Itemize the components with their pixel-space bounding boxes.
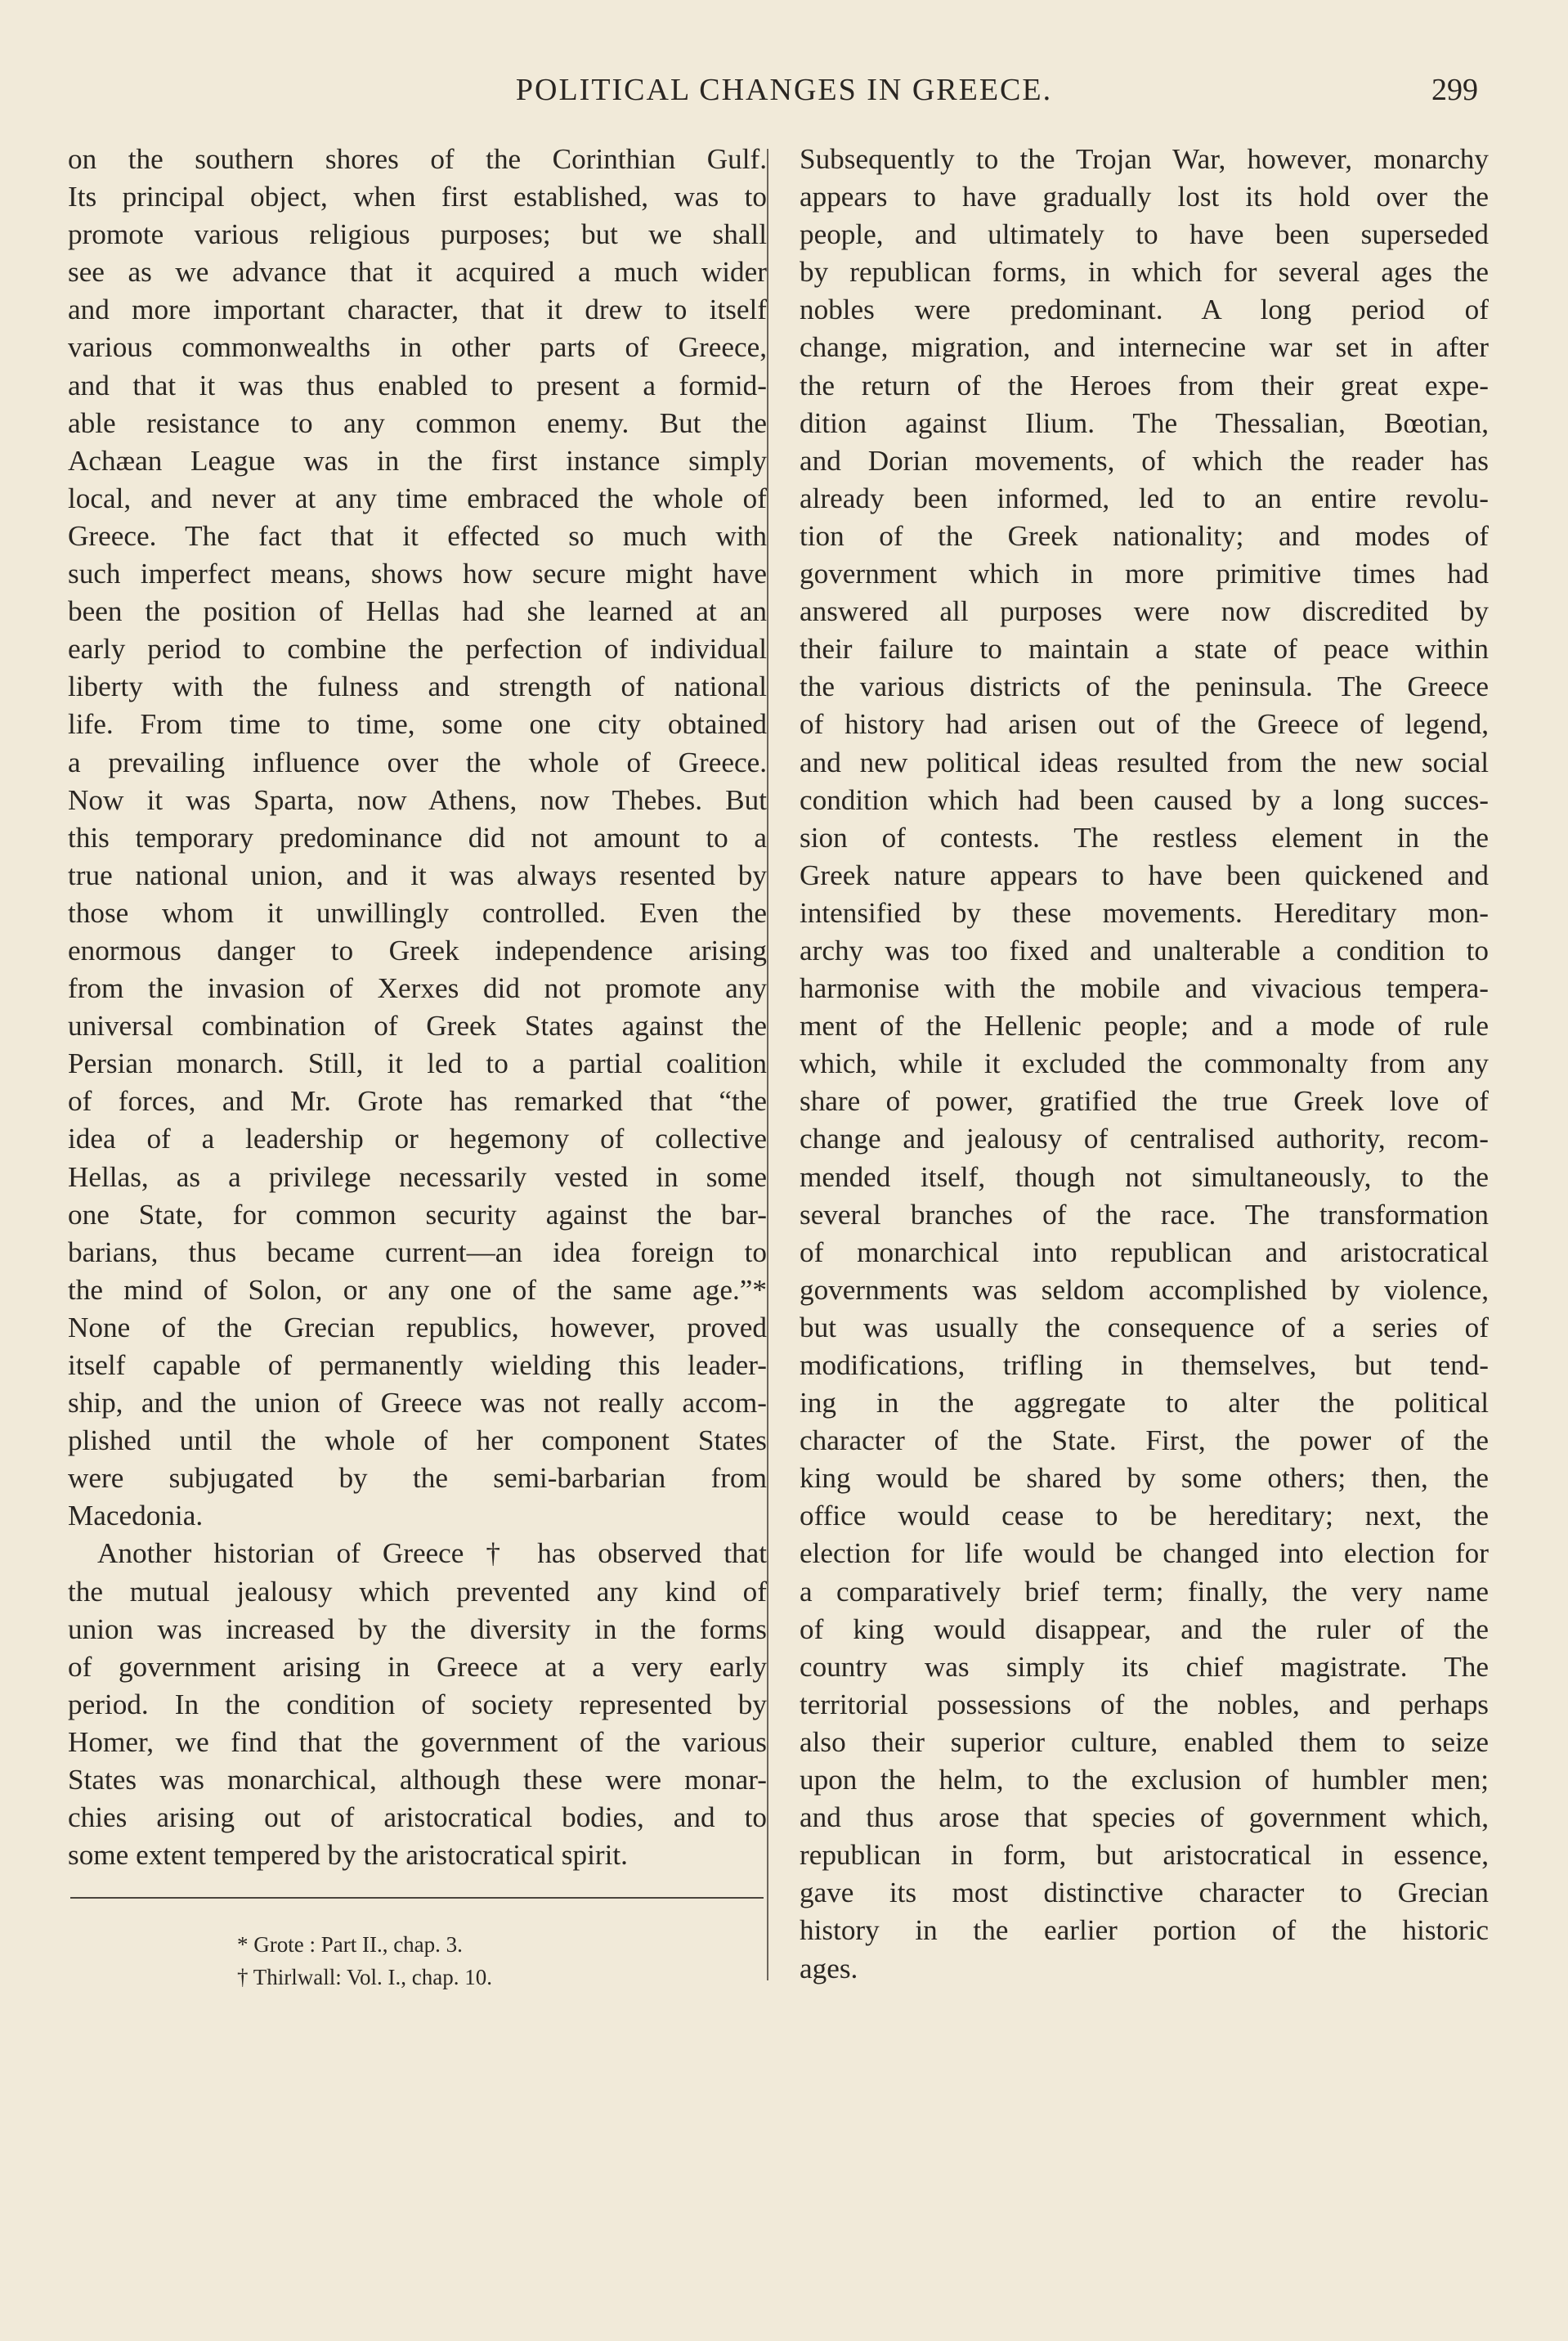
text-line: Subsequently to the Trojan War, however, monarchy xyxy=(800,143,1489,175)
text-line: king would be shared by some others; then, the xyxy=(800,1462,1489,1495)
text-line: the mind of Solon, or any one of the same age.”* xyxy=(68,1273,767,1306)
text-line: republican in form, but aristocratical in essence, xyxy=(800,1839,1489,1872)
text-line: people, and ultimately to have been superseded xyxy=(800,218,1489,251)
text-line: Now it was Sparta, now Athens, now Thebes. But xyxy=(68,783,767,816)
text-line: tion of the Greek nationality; and modes of xyxy=(800,519,1489,552)
text-line: but was usually the consequence of a series of xyxy=(800,1311,1489,1343)
text-line: territorial possessions of the nobles, and perhaps xyxy=(800,1688,1489,1720)
text-line: life. From time to time, some one city obtained xyxy=(68,708,767,741)
text-line: were subjugated by the semi-barbarian from xyxy=(68,1462,767,1495)
text-line: and that it was thus enabled to present a formid- xyxy=(68,369,767,401)
text-line: archy was too fixed and unalterable a condition to xyxy=(800,934,1489,966)
column-divider xyxy=(767,149,768,1980)
text-line: idea of a leadership or hegemony of collective xyxy=(68,1123,767,1155)
text-line: which, while it excluded the commonalty from any xyxy=(800,1047,1489,1080)
paragraph xyxy=(68,141,767,1535)
text-line: been the position of Hellas had she learned at an xyxy=(68,595,767,628)
text-line: election for life would be changed into election for xyxy=(800,1537,1489,1570)
text-line: dition against Ilium. The Thessalian, Bœotian, xyxy=(800,406,1489,439)
text-line: enormous danger to Greek independence arising xyxy=(68,934,767,966)
text-line: intensified by these movements. Hereditary mon- xyxy=(800,896,1489,929)
text-line: ing in the aggregate to alter the political xyxy=(800,1387,1489,1419)
text-line: liberty with the fulness and strength of national xyxy=(68,670,767,703)
right-column xyxy=(800,141,1489,1988)
text-line: change and jealousy of centralised authority, recom- xyxy=(800,1123,1489,1155)
text-line: character of the State. First, the power of the xyxy=(800,1424,1489,1457)
running-title: POLITICAL CHANGES IN GREECE. xyxy=(515,73,1053,107)
text-line: also their superior culture, enabled them to seize xyxy=(800,1725,1489,1758)
paragraph xyxy=(800,141,1489,1988)
text-line: the various districts of the peninsula. The Greece xyxy=(800,670,1489,703)
text-line: barians, thus became current—an idea foreign to xyxy=(68,1236,767,1268)
text-line: governments was seldom accomplished by violence, xyxy=(800,1273,1489,1306)
text-line: several branches of the race. The transformation xyxy=(800,1198,1489,1231)
text-line: itself capable of permanently wielding this leader- xyxy=(68,1349,767,1381)
text-line: able resistance to any common enemy. But the xyxy=(68,406,767,439)
text-line: history in the earlier portion of the historic xyxy=(800,1914,1489,1947)
paragraph xyxy=(68,1535,767,1874)
text-line: None of the Grecian republics, however, proved xyxy=(68,1311,767,1343)
text-line: Hellas, as a privilege necessarily vested in some xyxy=(68,1160,767,1193)
text-line: of monarchical into republican and aristocratical xyxy=(800,1236,1489,1268)
text-line: period. In the condition of society represented by xyxy=(68,1688,767,1720)
text-line: true national union, and it was always resented by xyxy=(68,859,767,891)
text-line: of history had arisen out of the Greece of legend, xyxy=(800,708,1489,741)
text-line: and new political ideas resulted from the new social xyxy=(800,746,1489,778)
text-line: already been informed, led to an entire revolu- xyxy=(800,482,1489,514)
text-line: nobles were predominant. A long period of xyxy=(800,294,1489,326)
text-line: early period to combine the perfection of individual xyxy=(68,633,767,666)
text-line: Greece. The fact that it effected so much with xyxy=(68,519,767,552)
text-line: a prevailing influence over the whole of Greece. xyxy=(68,746,767,778)
text-line: of forces, and Mr. Grote has remarked that “the xyxy=(68,1085,767,1118)
left-column xyxy=(68,141,767,1874)
text-line: from the invasion of Xerxes did not promote any xyxy=(68,972,767,1005)
text-line: Its principal object, when first established, was to xyxy=(68,181,767,213)
text-line: condition which had been caused by a long succes- xyxy=(800,783,1489,816)
text-line: country was simply its chief magistrate. The xyxy=(800,1650,1489,1683)
text-line: one State, for common security against the bar- xyxy=(68,1198,767,1231)
text-line: upon the helm, to the exclusion of humbler men; xyxy=(800,1764,1489,1796)
text-line: sion of contests. The restless element in the xyxy=(800,821,1489,854)
text-line: ment of the Hellenic people; and a mode of rule xyxy=(800,1010,1489,1043)
text-line: on the southern shores of the Corinthian Gulf. xyxy=(68,143,767,175)
text-line: their failure to maintain a state of peace within xyxy=(800,633,1489,666)
text-line: mended itself, though not simultaneously, to the xyxy=(800,1160,1489,1193)
text-line: Achæan League was in the first instance simply xyxy=(68,444,767,477)
text-line: see as we advance that it acquired a much wider xyxy=(68,256,767,289)
footnote: * Grote : Part II., chap. 3. xyxy=(237,1932,463,1957)
text-line: harmonise with the mobile and vivacious tempera- xyxy=(800,972,1489,1005)
text-line: and thus arose that species of government which, xyxy=(800,1801,1489,1834)
text-line: chies arising out of aristocratical bodies, and to xyxy=(68,1801,767,1834)
text-line: Macedonia. xyxy=(68,1500,204,1532)
text-line: appears to have gradually lost its hold over the xyxy=(800,181,1489,213)
text-line: answered all purposes were now discredited by xyxy=(800,595,1489,628)
text-line: modifications, trifling in themselves, but tend- xyxy=(800,1349,1489,1381)
text-line: of government arising in Greece at a very early xyxy=(68,1650,767,1683)
text-line: ages. xyxy=(800,1952,858,1984)
text-line: Homer, we find that the government of the various xyxy=(68,1725,767,1758)
text-line: Another historian of Greece † has observed that xyxy=(97,1537,767,1570)
footnote-rule xyxy=(70,1897,764,1899)
footnote: † Thirlwall: Vol. I., chap. 10. xyxy=(237,1965,492,1989)
text-line: the return of the Heroes from their great expe- xyxy=(800,369,1489,401)
text-line: and more important character, that it drew to itself xyxy=(68,294,767,326)
text-line: some extent tempered by the aristocratical spirit. xyxy=(68,1839,628,1872)
text-line: of king would disappear, and the ruler of the xyxy=(800,1612,1489,1645)
text-line: government which in more primitive times had xyxy=(800,558,1489,590)
text-line: Greek nature appears to have been quickened and xyxy=(800,859,1489,891)
page-number: 299 xyxy=(1431,73,1478,107)
text-line: Persian monarch. Still, it led to a partial coalition xyxy=(68,1047,767,1080)
text-line: union was increased by the diversity in the forms xyxy=(68,1612,767,1645)
text-line: local, and never at any time embraced the whole of xyxy=(68,482,767,514)
text-line: plished until the whole of her component States xyxy=(68,1424,767,1457)
text-line: by republican forms, in which for several ages the xyxy=(800,256,1489,289)
text-line: gave its most distinctive character to Grecian xyxy=(800,1877,1489,1909)
text-line: such imperfect means, shows how secure might have xyxy=(68,558,767,590)
text-line: promote various religious purposes; but we shall xyxy=(68,218,767,251)
footnotes xyxy=(237,1928,492,1993)
text-line: this temporary predominance did not amount to a xyxy=(68,821,767,854)
text-line: various commonwealths in other parts of Greece, xyxy=(68,331,767,364)
running-head xyxy=(0,69,1568,118)
text-line: share of power, gratified the true Greek love of xyxy=(800,1085,1489,1118)
text-line: ship, and the union of Greece was not really accom- xyxy=(68,1387,767,1419)
text-line: the mutual jealousy which prevented any kind of xyxy=(68,1575,767,1608)
text-line: a comparatively brief term; finally, the very name xyxy=(800,1575,1489,1608)
text-line: change, migration, and internecine war set in after xyxy=(800,331,1489,364)
text-line: those whom it unwillingly controlled. Even the xyxy=(68,896,767,929)
text-line: universal combination of Greek States against the xyxy=(68,1010,767,1043)
text-line: office would cease to be hereditary; next, the xyxy=(800,1500,1489,1532)
text-line: and Dorian movements, of which the reader has xyxy=(800,444,1489,477)
text-line: States was monarchical, although these were monar- xyxy=(68,1764,767,1796)
